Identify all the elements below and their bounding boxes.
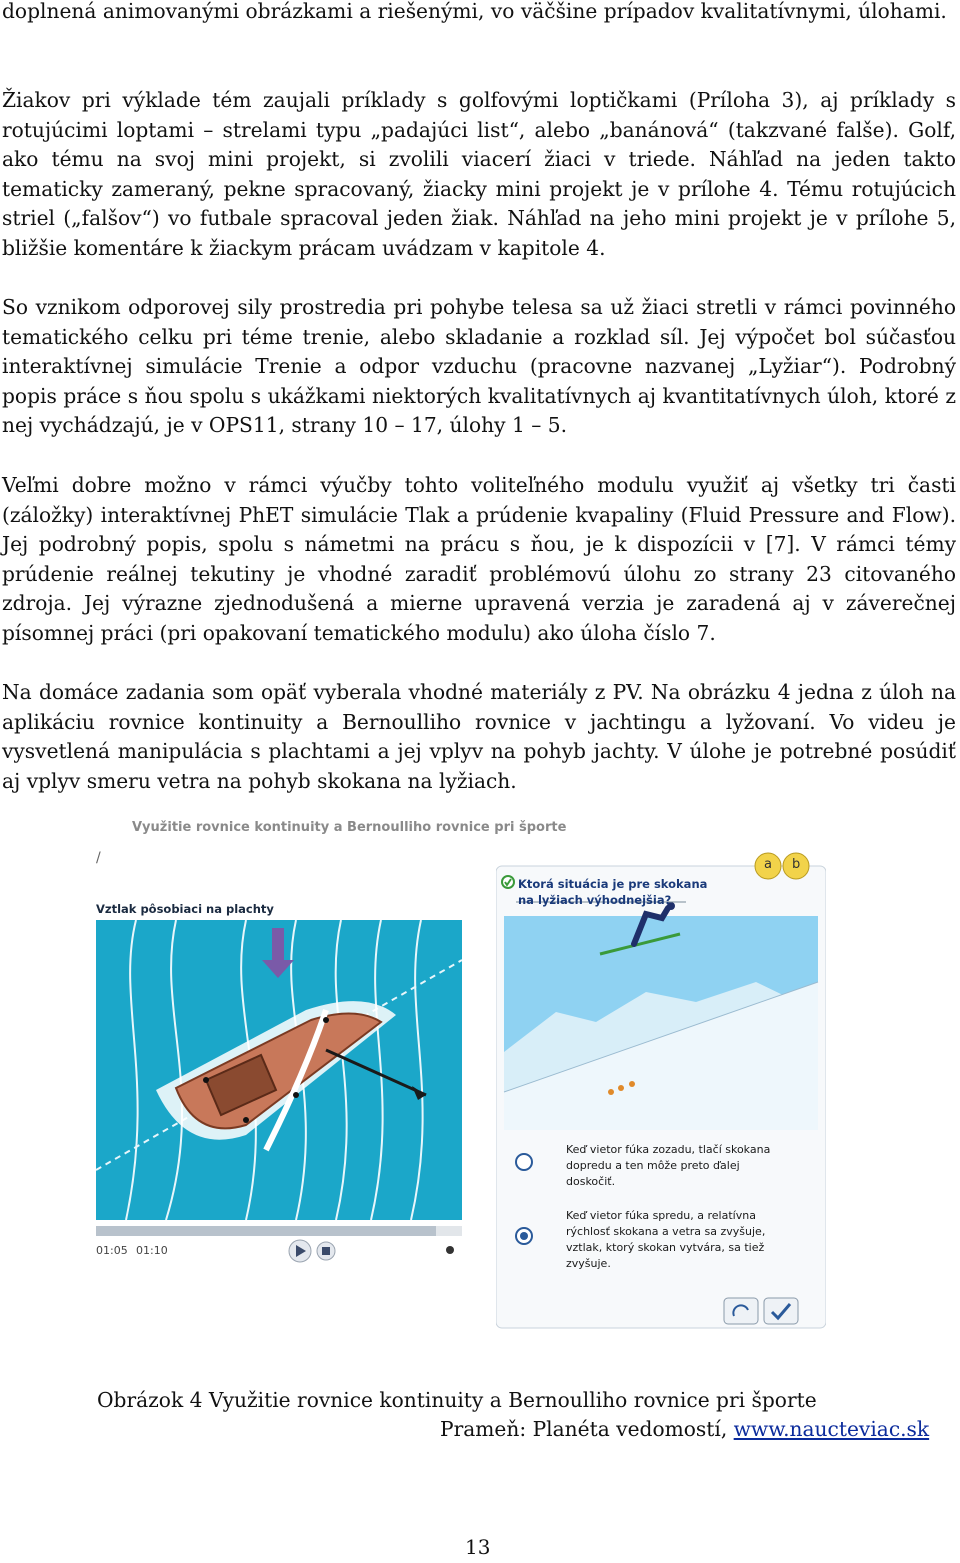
submit-check-icon <box>764 1298 798 1324</box>
total-time: 01:10 <box>136 1244 168 1257</box>
answer-1-radio <box>516 1154 532 1170</box>
tab-b[interactable]: b <box>792 857 801 872</box>
figure-4 <box>92 812 842 1337</box>
paragraph-drag: So vznikom odporovej sily prostredia pri pohybe telesa sa už žiaci stretli v rámci povinného tematického celku pri téme trenie, alebo skladanie a rozklad síl. Jej výpočet bol súčasťou interaktívnej simulácie Trenie a odpor vzduchu (pracovne nazvanej „Lyžiar“). Podrobný popis práce s ňou spolu s ukážkami niektorých kvalitatívnych aj kvantitatívnych úloh, ktoré z nej vychádzajú, je v OPS11, strany 10 – 17, úlohy 1 – 5. <box>2 295 956 438</box>
source-link[interactable]: www.naucteviac.sk <box>733 1417 930 1441</box>
current-time: 01:05 <box>96 1244 128 1257</box>
slider-handle-icon[interactable] <box>444 1244 456 1256</box>
page-number: 13 <box>465 1535 491 1559</box>
paragraph-intro: doplnená animovanými obrázkami a riešenými, vo väčšine prípadov kvalitatívnymi, úlohami. <box>2 0 947 23</box>
paragraph-phet: Veľmi dobre možno v rámci výučby tohto voliteľného modulu využiť aj všetky tri časti (záložky) interaktívnej PhET simulácie Tlak a prúdenie kvapaliny (Fluid Pressure and Flow). Jej podrobný popis, spolu s námetmi na prácu s ňou, je k dispozícii v [7]. V rámci témy prúdenie reálnej tekutiny je vhodné zaradiť problémovú úlohu zo strany 23 citovaného zdroja. Jej výrazne zjednodušená a mierne upravená verzia je zaradená aj v záverečnej písomnej práci (pri opakovaní tematického modulu) ako úloha číslo 7. <box>2 473 956 645</box>
source-prefix: Prameň: Planéta vedomostí, <box>440 1417 734 1441</box>
figure-title: Využitie rovnice kontinuity a Bernoulliho rovnice pri športe <box>132 820 567 835</box>
stop-icon <box>322 1247 330 1255</box>
slider-tick-mark: / <box>96 850 101 866</box>
sailboat-illustration <box>96 920 462 1220</box>
answer-1-text[interactable]: Keď vietor fúka zozadu, tlačí skokana dopredu a ten môže preto ďalej doskočiť. <box>566 1143 771 1188</box>
paragraph-golf: Žiakov pri výklade tém zaujali príklady s golfovými loptičkami (Príloha 3), aj príklady s rotujúcimi loptami – strelami typu „padajúci list“, alebo „banánová“ (takzvané falše). Golf, ako tému na svoj mini projekt, si zvolili viacerí žiaci v triede. Náhľad na jeden takto tematicky zameraný, pekne spracovaný, žiacky mini projekt je v prílohe 4. Tému rotujúcich striel („falšov“) vo futbale spracoval jeden žiak. Náhľad na jeho mini projekt je v prílohe 5, bližšie komentáre k žiackym prácam uvádzam v kapitole 4. <box>2 88 956 260</box>
video-controls <box>96 1224 462 1264</box>
quiz-question: Ktorá situácia je pre skokana na lyžiach výhodnejšia? <box>518 877 708 907</box>
quiz-panel <box>496 852 826 1330</box>
sail-lift-label: Vztlak pôsobiaci na plachty <box>96 902 274 916</box>
paragraph-homework: Na domáce zadania som opäť vyberala vhodné materiály z PV. Na obrázku 4 jedna z úloh na aplikáciu rovnice kontinuity a Bernoulliho rovnice v jachtingu a lyžovaní. Vo videu je vysvetlená manipulácia s plachtami a jej vplyv na pohyb jachty. V úlohe je potrebné posúdiť aj vplyv smeru vetra na pohyb skokana na lyžiach. <box>2 680 956 793</box>
play-stop-controls <box>288 1238 348 1264</box>
tab-a[interactable]: a <box>764 857 772 872</box>
answer-2-text[interactable]: Keď vietor fúka spredu, a relatívna rýchlosť skokana a vetra sa zvyšuje, vztlak, ktorý skokan vytvára, sa tiež zvyšuje. <box>566 1209 766 1270</box>
retry-icon <box>724 1298 758 1324</box>
figure-source <box>440 1415 929 1444</box>
figure-caption: Obrázok 4 Využitie rovnice kontinuity a Bernoulliho rovnice pri športe <box>97 1388 817 1412</box>
